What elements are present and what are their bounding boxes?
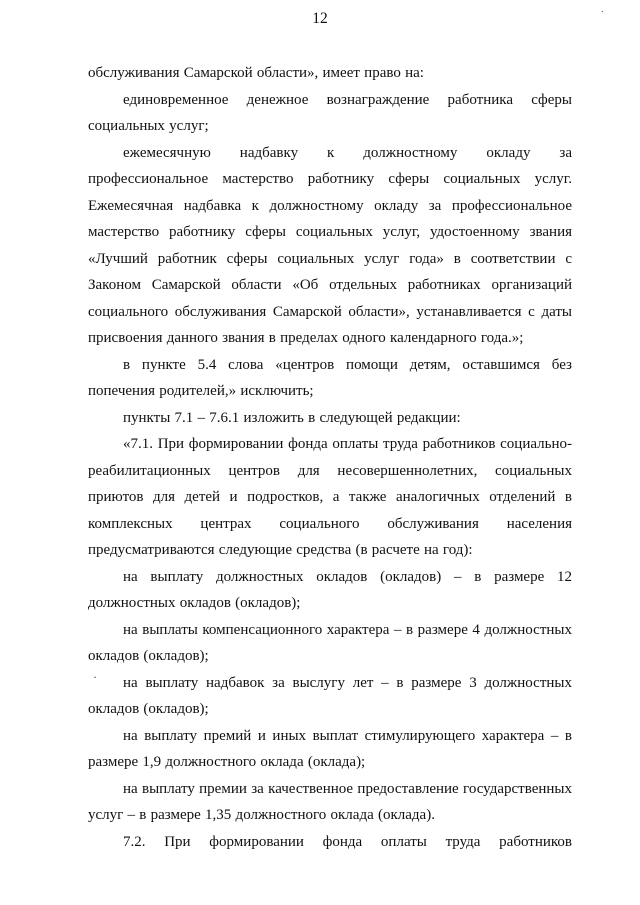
paragraph-salary-payments: на выплату должностных окладов (окладов) – в размере 12 должностных окладов (окладов); [88, 568, 572, 611]
margin-dot: · [93, 670, 97, 684]
paragraph-clauses-7-1-7-6-1: пункты 7.1 – 7.6.1 изложить в следующей редакции: [123, 409, 461, 426]
page-number: 12 [312, 10, 328, 27]
paragraph-quality-bonus: на выплату премии за качественное предоставление государственных услуг – в размере 1,35 должностного оклада (оклада). [88, 780, 572, 823]
paragraph-clause-5-4: в пункте 5.4 слова «центров помощи детям, оставшимся без попечения родителей,» исключить; [88, 356, 572, 399]
paragraph-7-1: «7.1. При формировании фонда оплаты труда работников социально-реабилитационных центров для несовершеннолетних, социальных приютов для детей и подростков, а также аналогичных отделений в комплексных центрах социального обслуживания населения предусматриваются следующие средства (в расчете на год): [88, 436, 572, 558]
corner-mark: ˙ [600, 10, 604, 21]
paragraph-monthly-bonus: ежемесячную надбавку к должностному окладу за профессиональное мастерство работнику сферы социальных услуг. Ежемесячная надбавка к должностному окладу за профессиональное мастерство работнику сферы социальных услуг, удостоенному звания «Лучший работник сферы социальных услуг года» в соответствии с Законом Самарской области «Об отдельных работниках организаций социального обслуживания Самарской области», устанавливается с даты присвоения данного звания в пределах одного календарного года.»; [88, 144, 572, 346]
paragraph-lump-sum-reward: единовременное денежное вознаграждение работника сферы социальных услуг; [88, 91, 572, 134]
paragraph-incentive-payments: на выплату премий и иных выплат стимулирующего характера – в размере 1,9 должностного оклада (оклада); [88, 727, 572, 770]
paragraph-seniority-bonus: на выплату надбавок за выслугу лет – в размере 3 должностных окладов (окладов); [88, 674, 572, 717]
paragraph-7-2: 7.2. При формировании фонда оплаты труда работников [123, 833, 572, 850]
paragraph-continuation: обслуживания Самарской области», имеет право на: [88, 65, 424, 81]
paragraph-compensation-payments: на выплаты компенсационного характера – в размере 4 должностных окладов (окладов); [88, 621, 572, 664]
document-body [88, 60, 572, 855]
